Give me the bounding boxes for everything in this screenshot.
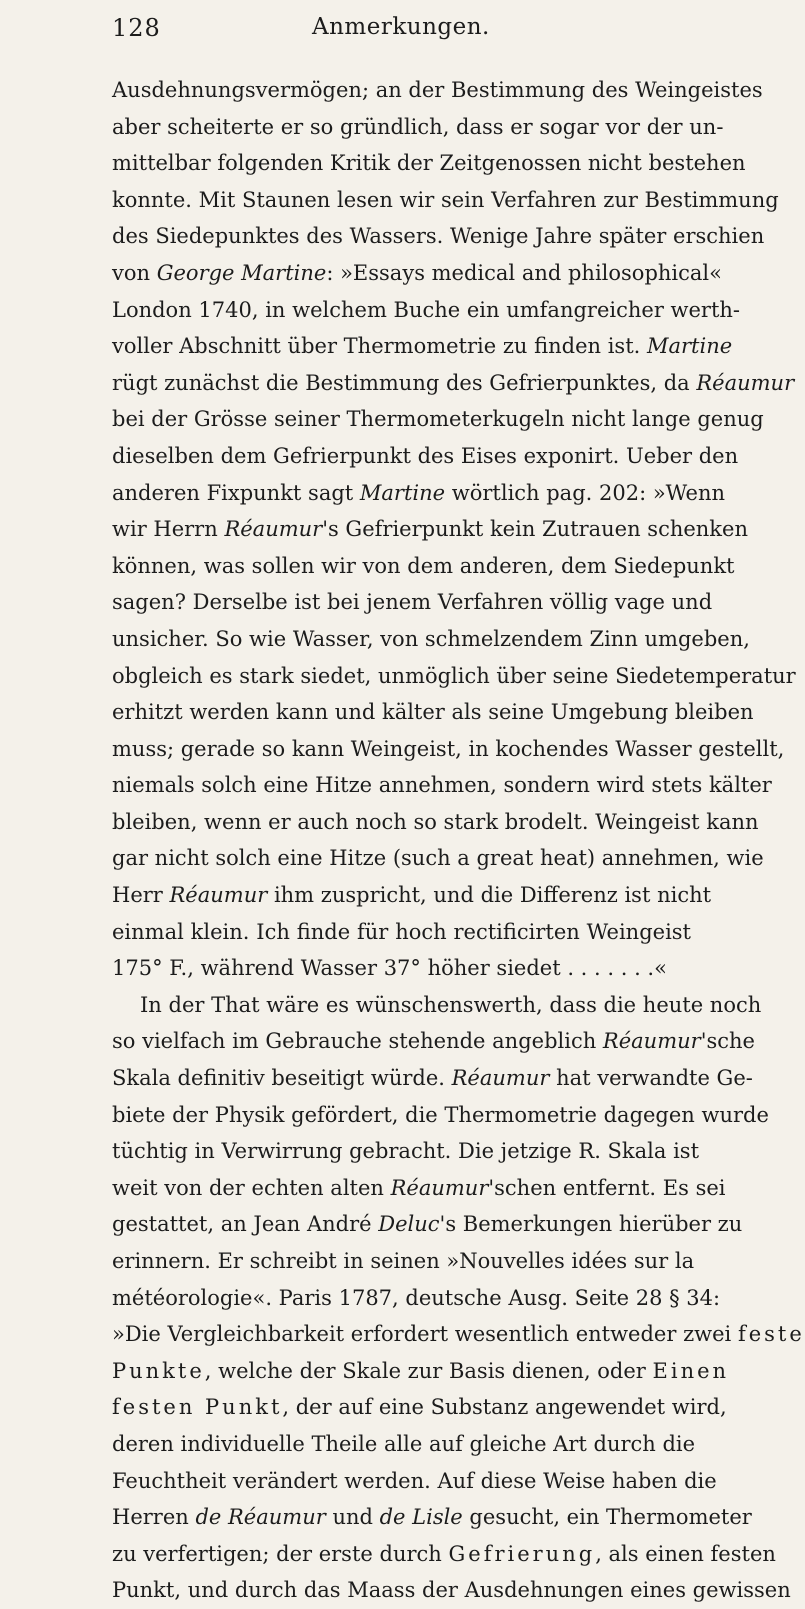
text-segment: Punkt, und durch das Maass der Ausdehnungen eines gewissen [112, 1578, 791, 1603]
spaced-emphasis: feste [737, 1322, 805, 1347]
text-line [112, 218, 765, 255]
italic-name: Deluc [378, 1212, 440, 1237]
text-segment: unsicher. So wie Wasser, von schmelzendem Zinn umgeben, [112, 626, 750, 651]
text-segment: bei der Grösse seiner Thermometerkugeln nicht lange genug [112, 407, 764, 432]
text-segment: wörtlich pag. 202: »Wenn [445, 480, 726, 505]
text-segment: In der That wäre es wünschenswerth, dass die heute noch [140, 992, 762, 1017]
italic-name: Réaumur [696, 370, 795, 395]
text-line [112, 731, 785, 768]
text-line [112, 950, 691, 987]
text-line [112, 182, 779, 219]
text-line [112, 987, 762, 1024]
body-text [112, 72, 805, 1609]
text-segment: gar nicht solch eine Hitze (such a great heat) annehmen, wie [112, 846, 764, 871]
text-line [112, 1426, 696, 1463]
text-segment: 's Gefrierpunkt kein Zutrauen schenken [322, 517, 748, 542]
italic-name: Réaumur [390, 1175, 489, 1200]
text-segment: mittelbar folgenden Kritik der Zeitgenossen nicht bestehen [112, 151, 746, 176]
text-line [112, 1536, 776, 1573]
text-line [112, 109, 724, 146]
text-segment: erhitzt werden kann und kälter als seine Umgebung bleiben [112, 700, 754, 725]
text-segment: einmal klein. Ich finde für hoch rectificirten Weingeist [112, 919, 691, 944]
text-segment: Herr [112, 883, 170, 908]
text-segment: : »Essays medical and philosophical« [326, 260, 722, 285]
text-segment: sagen? Derselbe ist bei jenem Verfahren völlig vage und [112, 590, 713, 615]
text-segment: biete der Physik gefördert, die Thermometrie dagegen wurde [112, 1102, 769, 1127]
text-segment: obgleich es stark siedet, unmöglich über seine Siedetemperatur [112, 663, 796, 688]
text-segment: bleiben, wenn er auch noch so stark brodelt. Weingeist kann [112, 809, 759, 834]
text-line [112, 328, 733, 365]
text-segment: Ausdehnungsvermögen; an der Bestimmung des Weingeistes [112, 78, 763, 102]
text-segment: so vielfach im Gebrauche stehende angeblich [112, 1029, 603, 1054]
running-head: Anmerkungen. [312, 14, 490, 40]
spaced-emphasis: festen Punkt [112, 1395, 283, 1420]
text-line [112, 914, 691, 951]
text-segment: niemals solch eine Hitze annehmen, sondern wird stets kälter [112, 773, 772, 798]
text-segment: konnte. Mit Staunen lesen wir sein Verfahren zur Bestimmung [112, 187, 779, 212]
italic-name: de Réaumur [195, 1505, 326, 1530]
text-line [112, 694, 754, 731]
italic-name: de Lisle [379, 1505, 463, 1530]
text-segment: zu verfertigen; der erste durch [112, 1541, 449, 1566]
text-segment: »Die Vergleichbarkeit erfordert wesentlich entweder zwei [112, 1322, 738, 1347]
italic-name: Réaumur [169, 883, 268, 908]
text-line [112, 145, 746, 182]
italic-name: George Martine [156, 260, 327, 285]
text-line [112, 1572, 791, 1609]
text-line [112, 401, 764, 438]
text-line [112, 438, 739, 475]
spaced-emphasis: Einen [652, 1358, 730, 1383]
text-segment: können, was sollen wir von dem anderen, dem Siedepunkt [112, 553, 735, 578]
text-segment: hat verwandte Ge- [549, 1066, 753, 1091]
italic-name: Réaumur [451, 1066, 550, 1091]
text-segment: gesucht, ein Thermometer [462, 1505, 752, 1530]
text-line [112, 804, 759, 841]
text-segment: 's Bemerkungen hierüber zu [439, 1212, 743, 1237]
text-segment: weit von der echten alten [112, 1175, 391, 1200]
text-segment: , der auf eine Substanz angewendet wird, [282, 1395, 727, 1420]
text-line [112, 1206, 743, 1243]
text-segment: von [112, 260, 157, 285]
text-segment: 'sche [700, 1029, 755, 1054]
text-segment: météorologie«. Paris 1787, deutsche Ausg. Seite 28 § 34: [112, 1285, 721, 1310]
text-line [112, 1133, 700, 1170]
text-line [112, 1097, 769, 1134]
text-line [112, 1280, 721, 1317]
text-line [112, 1170, 726, 1207]
text-line [112, 1060, 753, 1097]
text-segment: aber scheiterte er so gründlich, dass er sogar vor der un- [112, 114, 724, 139]
text-line [112, 72, 763, 109]
text-segment: 'schen entfernt. Es sei [488, 1175, 726, 1200]
italic-name: Réaumur [224, 517, 323, 542]
text-segment: dieselben dem Gefrierpunkt des Eises exponirt. Ueber den [112, 443, 739, 468]
text-segment: erinnern. Er schreibt in seinen »Nouvelles idées sur la [112, 1249, 695, 1273]
text-segment: Herren [112, 1505, 196, 1530]
text-segment: London 1740, in welchem Buche ein umfangreicher werth- [112, 297, 741, 322]
text-segment: gestattet, an Jean André [112, 1212, 379, 1237]
text-line [112, 1463, 717, 1500]
text-segment: Skala definitiv beseitigt würde. [112, 1066, 452, 1091]
text-segment: ihm zuspricht, und die Differenz ist nicht [267, 883, 712, 908]
spaced-emphasis: Gefrierung [448, 1541, 596, 1566]
text-line [112, 658, 796, 695]
text-segment: , welche der Skale zur Basis dienen, oder [204, 1358, 653, 1383]
text-line [112, 1023, 755, 1060]
text-line [112, 840, 764, 877]
italic-name: Martine [647, 334, 733, 359]
text-segment: tüchtig in Verwirrung gebracht. Die jetzige R. Skala ist [112, 1139, 700, 1164]
text-segment: anderen Fixpunkt sagt [112, 480, 360, 505]
text-segment: Feuchtheit verändert werden. Auf diese Weise haben die [112, 1468, 717, 1493]
text-segment: muss; gerade so kann Weingeist, in kochendes Wasser gestellt, [112, 736, 785, 761]
text-segment: deren individuelle Theile alle auf gleiche Art durch die [112, 1431, 696, 1456]
text-line [112, 1499, 752, 1536]
text-segment: 175° F., während Wasser 37° höher siedet . . . . . . .« [112, 956, 667, 981]
text-line [112, 767, 772, 804]
text-line [112, 475, 726, 512]
text-line [112, 365, 795, 402]
text-segment: wir Herrn [112, 517, 225, 542]
text-segment: und [325, 1505, 380, 1530]
text-line [112, 877, 712, 914]
text-line [112, 1316, 805, 1353]
text-line [112, 1353, 730, 1390]
page-number: 128 [112, 14, 161, 42]
italic-name: Martine [359, 480, 446, 505]
spaced-emphasis: Punkte [112, 1358, 205, 1383]
text-segment: , als einen festen [595, 1541, 776, 1566]
text-line [112, 255, 722, 292]
text-line [112, 621, 750, 658]
italic-name: Réaumur [602, 1029, 701, 1054]
text-line [112, 584, 713, 621]
text-segment: rügt zunächst die Bestimmung des Gefrierpunktes, da [112, 370, 697, 395]
text-segment: des Siedepunktes des Wassers. Wenige Jahre später erschien [112, 224, 765, 249]
text-segment: voller Abschnitt über Thermometrie zu finden ist. [112, 334, 647, 359]
text-line [112, 1389, 727, 1426]
text-line [112, 1243, 695, 1280]
text-line [112, 548, 735, 585]
text-line [112, 511, 748, 548]
page-header [112, 14, 692, 54]
text-line [112, 292, 741, 329]
